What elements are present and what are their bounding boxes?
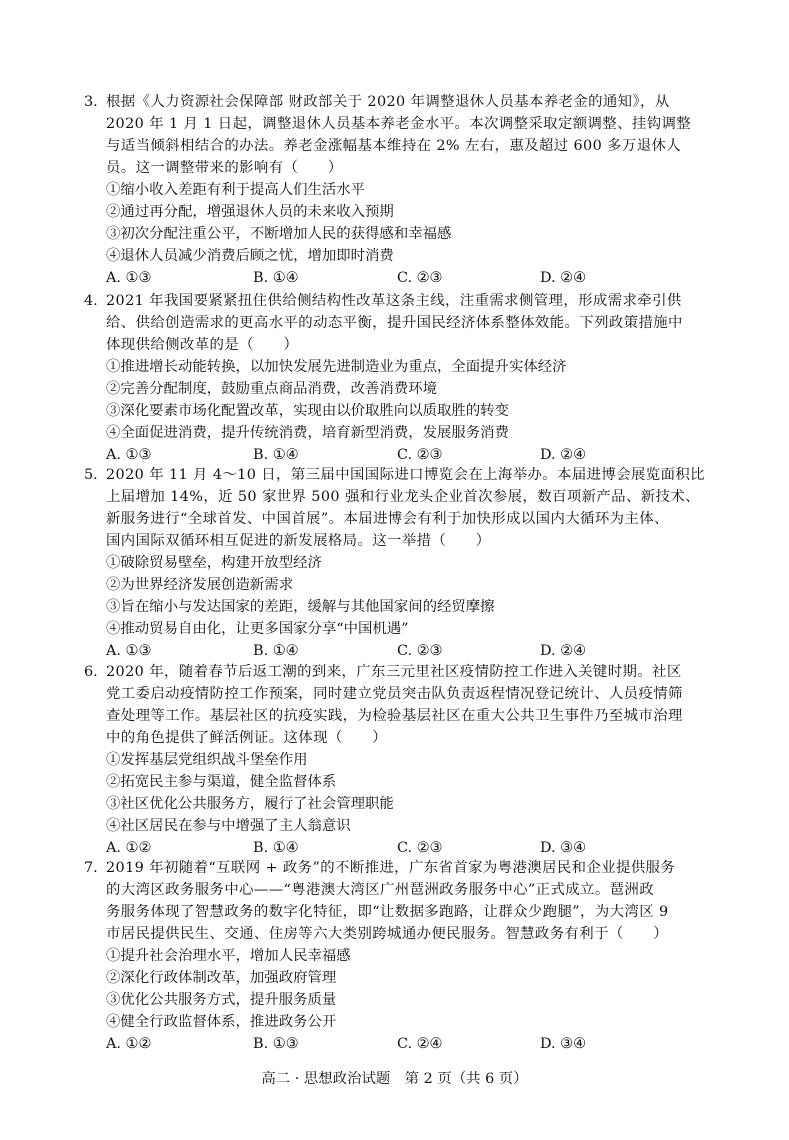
statement-option: ②完善分配制度，鼓励重点商品消费，改善消费环境	[106, 381, 437, 397]
choice-c: C. ②③	[397, 840, 443, 856]
question-stem-line: 体现供给侧改革的是（ ）	[106, 337, 299, 353]
choice-b: B. ①④	[253, 270, 299, 286]
question-5	[84, 464, 714, 662]
question-stem-line: 务服务体现了智慧政务的数字化特征，即“让数据多跑路，让群众少跑腿”，为大湾区 9	[106, 904, 669, 920]
statement-option: ①破除贸易壁垒，构建开放型经济	[106, 555, 322, 571]
question-stem-line: 根据《人力资源社会保障部 财政部关于 2020 年调整退休人员基本养老金的通知》，从	[106, 94, 670, 110]
choice-b: B. ①③	[253, 1036, 299, 1052]
statement-option: ①缩小收入差距有利于提高人们生活水平	[106, 182, 366, 198]
answer-choices	[106, 640, 714, 662]
choice-b: B. ①④	[253, 447, 299, 463]
question-stem-line: 2020 年 1 月 1 日起，调整退休人员基本养老金水平。本次调整采取定额调整、挂钩调整	[106, 116, 692, 132]
question-stem-line: 2020 年，随着春节后返工潮的到来，广东三元里社区疫情防控工作进入关键时期。社区	[106, 664, 682, 680]
question-stem-line: 中的角色提供了鲜活例证。这体现（ ）	[106, 730, 388, 746]
question-number: 5.	[84, 467, 98, 483]
question-6	[84, 661, 714, 859]
statement-option: ③旨在缩小与发达国家的差距，缓解与其他国家间的经贸摩擦	[106, 599, 495, 615]
choice-b: B. ①④	[253, 840, 299, 856]
statement-option: ②拓宽民主参与渠道，健全监督体系	[106, 774, 337, 790]
choice-a: A. ①②	[106, 1036, 152, 1052]
statement-option: ④全面促进消费，提升传统消费，培育新型消费，发展服务消费	[106, 425, 509, 441]
choice-d: D. ②④	[540, 270, 586, 286]
statement-option: ③深化要素市场化配置改革，实现由以价取胜向以质取胜的转变	[106, 403, 509, 419]
question-7	[84, 857, 714, 1055]
statement-option: ②为世界经济发展创造新需求	[106, 577, 294, 593]
question-stem-line: 2020 年 11 月 4～10 日，第三届中国国际进口博览会在上海举办。本届进博会展览面积比	[106, 467, 705, 483]
choice-d: D. ③④	[540, 1036, 586, 1052]
question-stem-line: 给、供给创造需求的更高水平的动态平衡，提升国民经济体系整体效能。下列政策措施中	[106, 315, 683, 331]
question-stem-line: 的大湾区政务服务中心——“粤港澳大湾区广州琶洲政务服务中心”正式成立。琶洲政	[106, 882, 654, 898]
question-stem-line: 党工委启动疫情防控工作预案，同时建立党员突击队负责返程情况登记统计、人员疫情筛	[106, 686, 683, 702]
statement-option: ③初次分配注重公平，不断增加人民的获得感和幸福感	[106, 226, 452, 242]
question-stem-line: 员。这一调整带来的影响有（ ）	[106, 160, 343, 176]
statement-option: ④推动贸易自由化，让更多国家分享“中国机遇”	[106, 621, 409, 637]
question-4	[84, 290, 714, 466]
question-number: 6.	[84, 664, 98, 680]
answer-choices	[106, 267, 714, 289]
choice-d: D. ②④	[540, 643, 586, 659]
statement-option: ③社区优化公共服务方，履行了社会管理职能	[106, 796, 394, 812]
question-number: 4.	[84, 293, 98, 309]
choice-b: B. ①④	[253, 643, 299, 659]
question-3	[84, 91, 714, 289]
question-stem-line: 与适当倾斜相结合的办法。养老金涨幅基本维持在 2% 左右，惠及超过 600 多万退休人	[106, 138, 682, 154]
question-stem-line: 2021 年我国要紧紧扭住供给侧结构性改革这条主线，注重需求侧管理，形成需求牵引供	[106, 293, 682, 309]
answer-choices	[106, 837, 714, 859]
choice-c: C. ②③	[397, 270, 443, 286]
choice-a: A. ①②	[106, 840, 152, 856]
statement-option: ④退休人员减少消费后顾之忧，增加即时消费	[106, 248, 394, 264]
question-stem-line: 查处理等工作。基层社区的抗疫实践，为检验基层社区在重大公共卫生事件乃至城市治理	[106, 708, 683, 724]
question-stem-line: 2019 年初随着“互联网 + 政务”的不断推进，广东省首家为粤港澳居民和企业提供服务	[106, 860, 676, 876]
answer-choices	[106, 444, 714, 466]
choice-a: A. ①③	[106, 447, 152, 463]
choice-c: C. ②③	[397, 447, 443, 463]
statement-option: ①推进增长动能转换，以加快发展先进制造业为重点，全面提升实体经济	[106, 359, 567, 375]
choice-a: A. ①③	[106, 643, 152, 659]
question-stem-line: 市居民提供民生、交通、住房等六大类别跨城通办便民服务。智慧政务有利于（ ）	[106, 926, 669, 942]
choice-c: C. ②③	[397, 643, 443, 659]
statement-option: ③优化公共服务方式，提升服务质量	[106, 992, 337, 1008]
choice-d: D. ②④	[540, 447, 586, 463]
question-number: 7.	[84, 860, 98, 876]
page-footer: 高二 · 思想政治试题 第 2 页（共 6 页）	[261, 1071, 528, 1087]
question-number: 3.	[84, 94, 98, 110]
statement-option: ②深化行政体制改革，加强政府管理	[106, 970, 337, 986]
statement-option: ④社区居民在参与中增强了主人翁意识	[106, 818, 351, 834]
answer-choices	[106, 1033, 714, 1055]
statement-option: ②通过再分配，增强退休人员的未来收入预期	[106, 204, 394, 220]
question-stem-line: 上届增加 14%，近 50 家世界 500 强和行业龙头企业首次参展，数百项新产品、新技术、	[106, 489, 700, 505]
statement-option: ①提升社会治理水平，增加人民幸福感	[106, 948, 351, 964]
choice-a: A. ①③	[106, 270, 152, 286]
question-stem-line: 新服务进行“全球首发、中国首展”。本届进博会有利于加快形成以国内大循环为主体、	[106, 511, 669, 527]
question-stem-line: 国内国际双循环相互促进的新发展格局。这一举措（ ）	[106, 533, 491, 549]
choice-d: D. ③④	[540, 840, 586, 856]
choice-c: C. ②④	[397, 1036, 443, 1052]
statement-option: ④健全行政监督体系，推进政务公开	[106, 1014, 337, 1030]
statement-option: ①发挥基层党组织战斗堡垒作用	[106, 752, 308, 768]
